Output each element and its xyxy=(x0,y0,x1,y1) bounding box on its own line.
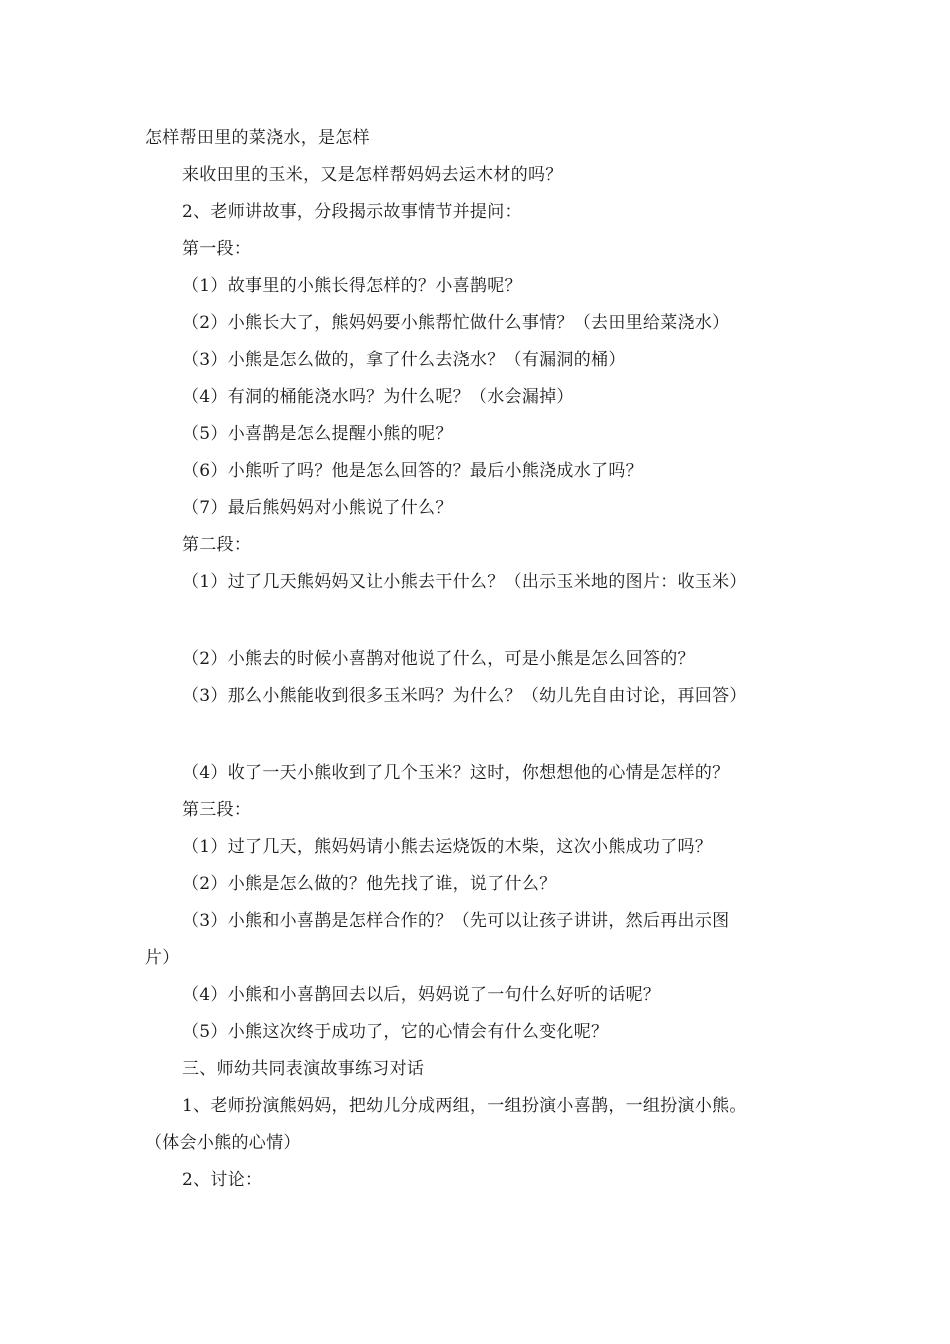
question-item: （3）小熊是怎么做的，拿了什么去浇水？（有漏洞的桶） xyxy=(182,350,626,370)
question-item: （3）小熊和小喜鹊是怎样合作的？（先可以让孩子讲讲，然后再出示图 xyxy=(182,911,730,931)
section-heading: 第三段： xyxy=(182,800,252,820)
question-item: （1）过了几天，熊妈妈请小熊去运烧饭的木柴，这次小熊成功了吗？ xyxy=(182,837,713,857)
text-line: 怎样帮田里的菜浇水，是怎样 xyxy=(145,128,370,148)
text-line: 2、讨论： xyxy=(182,1170,263,1190)
text-line: 2、老师讲故事，分段揭示故事情节并提问： xyxy=(182,202,522,222)
question-item: （6）小熊听了吗？他是怎么回答的？最后小熊浇成水了吗？ xyxy=(182,461,643,481)
section-heading: 第二段： xyxy=(182,535,252,555)
text-line: （体会小熊的心情） xyxy=(145,1133,301,1153)
question-item: （5）小喜鹊是怎么提醒小熊的呢？ xyxy=(182,424,453,444)
text-line: 1、老师扮演熊妈妈，把幼儿分成两组，一组扮演小喜鹊，一组扮演小熊。 xyxy=(182,1096,747,1116)
text-line: 来收田里的玉米，又是怎样帮妈妈去运木材的吗？ xyxy=(182,165,563,185)
question-item: （2）小熊去的时候小喜鹊对他说了什么，可是小熊是怎么回答的？ xyxy=(182,649,695,669)
question-item: （2）小熊长大了，熊妈妈要小熊帮忙做什么事情？（去田里给菜浇水） xyxy=(182,313,730,333)
question-item: （2）小熊是怎么做的？他先找了谁，说了什么？ xyxy=(182,874,557,894)
question-item: （3）那么小熊能收到很多玉米吗？为什么？（幼儿先自由讨论，再回答） xyxy=(182,686,747,706)
section-heading: 三、师幼共同表演故事练习对话 xyxy=(182,1059,425,1079)
question-item: （4）小熊和小喜鹊回去以后，妈妈说了一句什么好听的话呢？ xyxy=(182,985,661,1005)
question-item: （1）过了几天熊妈妈又让小熊去干什么？（出示玉米地的图片：收玉米） xyxy=(182,572,747,592)
section-heading: 第一段： xyxy=(182,239,252,259)
text-line: 片） xyxy=(145,948,180,968)
question-item: （5）小熊这次终于成功了，它的心情会有什么变化呢？ xyxy=(182,1022,609,1042)
question-item: （4）有洞的桶能浇水吗？为什么呢？（水会漏掉） xyxy=(182,387,574,407)
question-item: （4）收了一天小熊收到了几个玉米？这时，你想想他的心情是怎样的？ xyxy=(182,763,730,783)
question-item: （1）故事里的小熊长得怎样的？小喜鹊呢？ xyxy=(182,276,522,296)
question-item: （7）最后熊妈妈对小熊说了什么？ xyxy=(182,498,453,518)
